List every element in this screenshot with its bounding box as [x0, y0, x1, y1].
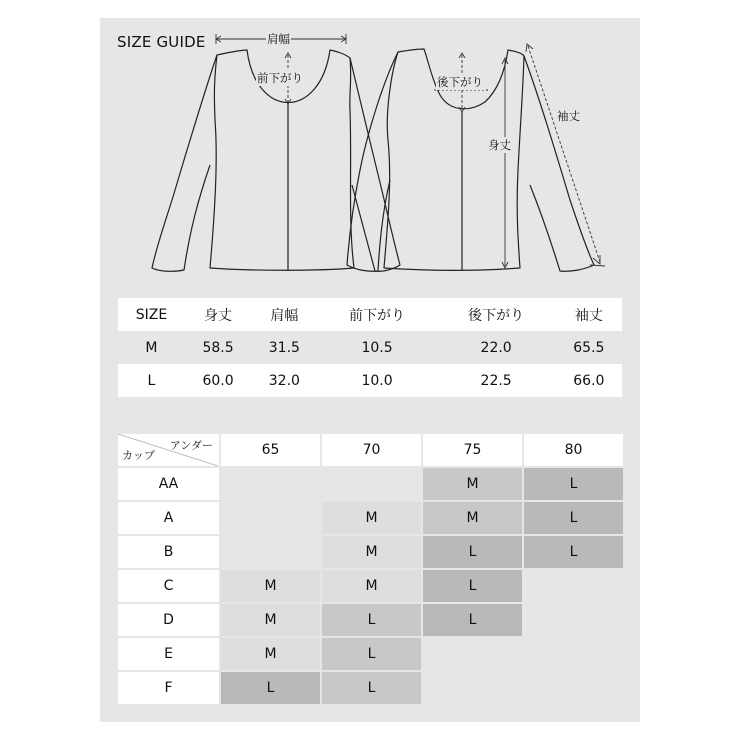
header-front-drop: 前下がり [317, 298, 436, 331]
front-drop-label: 前下がり [257, 71, 303, 85]
table-row [118, 364, 622, 397]
value-cell: 22.5 [437, 364, 556, 397]
cup-row-b [118, 535, 624, 569]
value-cell: 10.0 [317, 364, 436, 397]
size-cell: L [118, 364, 185, 397]
size-cell: L [523, 535, 624, 569]
cup-row-a [118, 501, 624, 535]
size-cell: M [321, 501, 422, 535]
size-cell: L [422, 603, 523, 637]
size-cell: M [220, 603, 321, 637]
under-label: アンダー [169, 439, 213, 452]
size-cell: L [321, 603, 422, 637]
size-cell: M [422, 467, 523, 501]
cup-row-e [118, 637, 624, 671]
size-cell [220, 501, 321, 535]
sleeve-length-label: 袖丈 [557, 109, 580, 123]
size-cell [523, 569, 624, 603]
cup-label: カップ [122, 449, 155, 462]
header-back-drop: 後下がり [437, 298, 556, 331]
header-size: SIZE [118, 298, 185, 331]
cup-row-c [118, 569, 624, 603]
value-cell: 22.0 [480, 339, 512, 356]
value-cell: 32.0 [251, 364, 317, 397]
header-shoulder: 肩幅 [251, 298, 317, 331]
value-cell: 65.5 [573, 339, 605, 356]
size-cell [523, 671, 624, 705]
value-cell: 58.5 [202, 339, 234, 356]
size-cell [523, 603, 624, 637]
header-body-length: 身丈 [185, 298, 251, 331]
size-cell: L [321, 637, 422, 671]
size-cell: M [321, 569, 422, 603]
size-cell: L [220, 671, 321, 705]
body-length-label: 身丈 [488, 138, 511, 152]
size-cell: L [321, 671, 422, 705]
cup-b: B [118, 535, 220, 569]
size-cell: M [220, 637, 321, 671]
garment-diagram [0, 0, 740, 300]
size-cell: L [523, 467, 624, 501]
value-cell: 60.0 [185, 364, 251, 397]
value-cell: 31.5 [268, 339, 300, 356]
cup-d: D [118, 603, 220, 637]
under-80: 80 [523, 434, 624, 467]
under-size-header [118, 434, 624, 467]
size-cell: L [523, 501, 624, 535]
cup-a: A [118, 501, 220, 535]
under-70: 70 [321, 434, 422, 467]
under-65: 65 [220, 434, 321, 467]
shoulder-label: 肩幅 [267, 32, 290, 46]
size-cell: L [422, 535, 523, 569]
value-cell: 66.0 [556, 364, 622, 397]
size-cell: M [321, 535, 422, 569]
size-cell [220, 467, 321, 501]
header-sleeve-length: 袖丈 [556, 298, 622, 331]
table-row [118, 331, 622, 364]
front-right-sleeve [350, 58, 400, 271]
cup-row-d [118, 603, 624, 637]
size-table-header [118, 298, 622, 331]
cup-row-aa [118, 467, 624, 501]
cup-size-chart [118, 434, 625, 706]
page-title: SIZE GUIDE [117, 33, 206, 51]
size-measurement-table [118, 298, 622, 397]
size-cell: M [220, 569, 321, 603]
size-cell [321, 467, 422, 501]
size-cell [523, 637, 624, 671]
cup-aa: AA [118, 467, 220, 501]
cup-c: C [118, 569, 220, 603]
size-cell [220, 535, 321, 569]
cup-f: F [118, 671, 220, 705]
cup-row-f [118, 671, 624, 705]
size-cell: L [422, 569, 523, 603]
under-75: 75 [422, 434, 523, 467]
back-drop-label: 後下がり [437, 75, 483, 89]
value-cell: 10.5 [361, 339, 393, 356]
size-cell: M [145, 339, 158, 356]
cup-e: E [118, 637, 220, 671]
size-cell [422, 671, 523, 705]
size-cell: M [422, 501, 523, 535]
corner-cell [118, 434, 220, 467]
size-cell [422, 637, 523, 671]
front-left-sleeve [152, 55, 217, 271]
back-right-sleeve [524, 56, 594, 271]
